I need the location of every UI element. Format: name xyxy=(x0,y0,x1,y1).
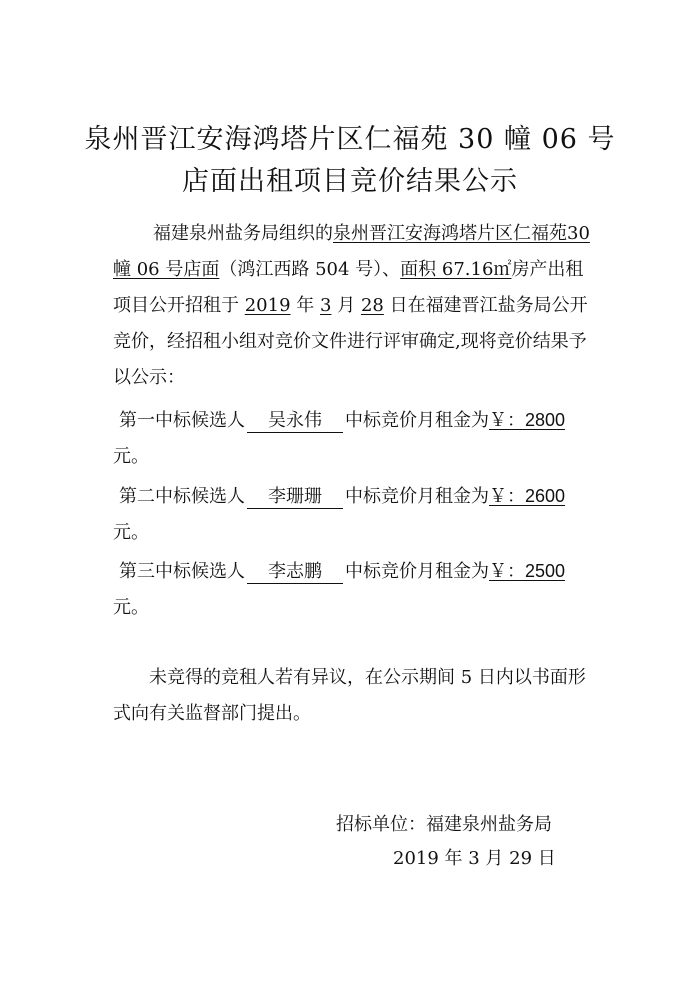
issuing-unit: 招标单位：福建泉州盐务局 xyxy=(336,814,552,835)
intro-text-organizer: 福建泉州盐务局组织的 xyxy=(153,223,333,244)
issue-date: 2019 年 3 月 29 日 xyxy=(393,848,556,869)
winner-label: 第一中标候选人 xyxy=(119,410,245,431)
amount-suffix: 元。 xyxy=(113,522,149,543)
amount-suffix: 元。 xyxy=(113,446,149,467)
year-unit: 年 xyxy=(296,295,315,316)
rent-amount: ￥：2600 xyxy=(489,486,566,506)
property-name: 泉州晋江安海鸿塔片区仁福苑 xyxy=(333,223,567,244)
intro-text-result: 日在福建晋江盐务局公开竞价，经招租小组对竞价文件进行评审确定,现将竞价结果予以公示： xyxy=(113,295,588,388)
month-unit: 月 xyxy=(337,295,356,316)
price-label: 中标竞价月租金为 xyxy=(345,486,489,507)
amount-suffix: 元。 xyxy=(113,597,149,618)
objection-paragraph xyxy=(113,660,593,732)
winner-name: 李志鹏 xyxy=(247,561,343,584)
price-label: 中标竞价月租金为 xyxy=(345,561,489,582)
property-area: 面积 67.16㎡ xyxy=(400,259,512,280)
property-address: （鸿江西路 504 号） xyxy=(219,259,383,280)
notice-title-line1: 泉州晋江安海鸿塔片区仁福苑 30 幢 06 号 xyxy=(84,124,616,155)
area-separator: 、 xyxy=(382,259,401,280)
rent-amount: ￥：2800 xyxy=(489,410,566,430)
winner-label: 第二中标候选人 xyxy=(119,486,245,507)
winner-row-2 xyxy=(113,478,603,551)
notice-title-line2: 店面出租项目竞价结果公示 xyxy=(182,166,518,197)
intro-paragraph xyxy=(113,216,593,396)
winner-name: 李珊珊 xyxy=(247,486,343,509)
winner-label: 第三中标候选人 xyxy=(119,561,245,582)
winner-name: 吴永伟 xyxy=(247,410,343,433)
property-unit: 30 幢 06 号店面 xyxy=(113,223,590,280)
auction-year: 2019 xyxy=(244,295,291,316)
price-label: 中标竞价月租金为 xyxy=(345,410,489,431)
rent-amount: ￥：2500 xyxy=(489,561,566,581)
intro-text-tender: 房产出租项目公开招租于 xyxy=(113,259,584,316)
winner-row-3 xyxy=(113,553,603,626)
auction-day: 28 xyxy=(360,295,384,316)
objection-text: 未竞得的竞租人若有异议，在公示期间 5 日内以书面形式向有关监督部门提出。 xyxy=(113,667,586,724)
winner-row-1 xyxy=(113,402,603,475)
auction-month: 3 xyxy=(320,295,332,316)
